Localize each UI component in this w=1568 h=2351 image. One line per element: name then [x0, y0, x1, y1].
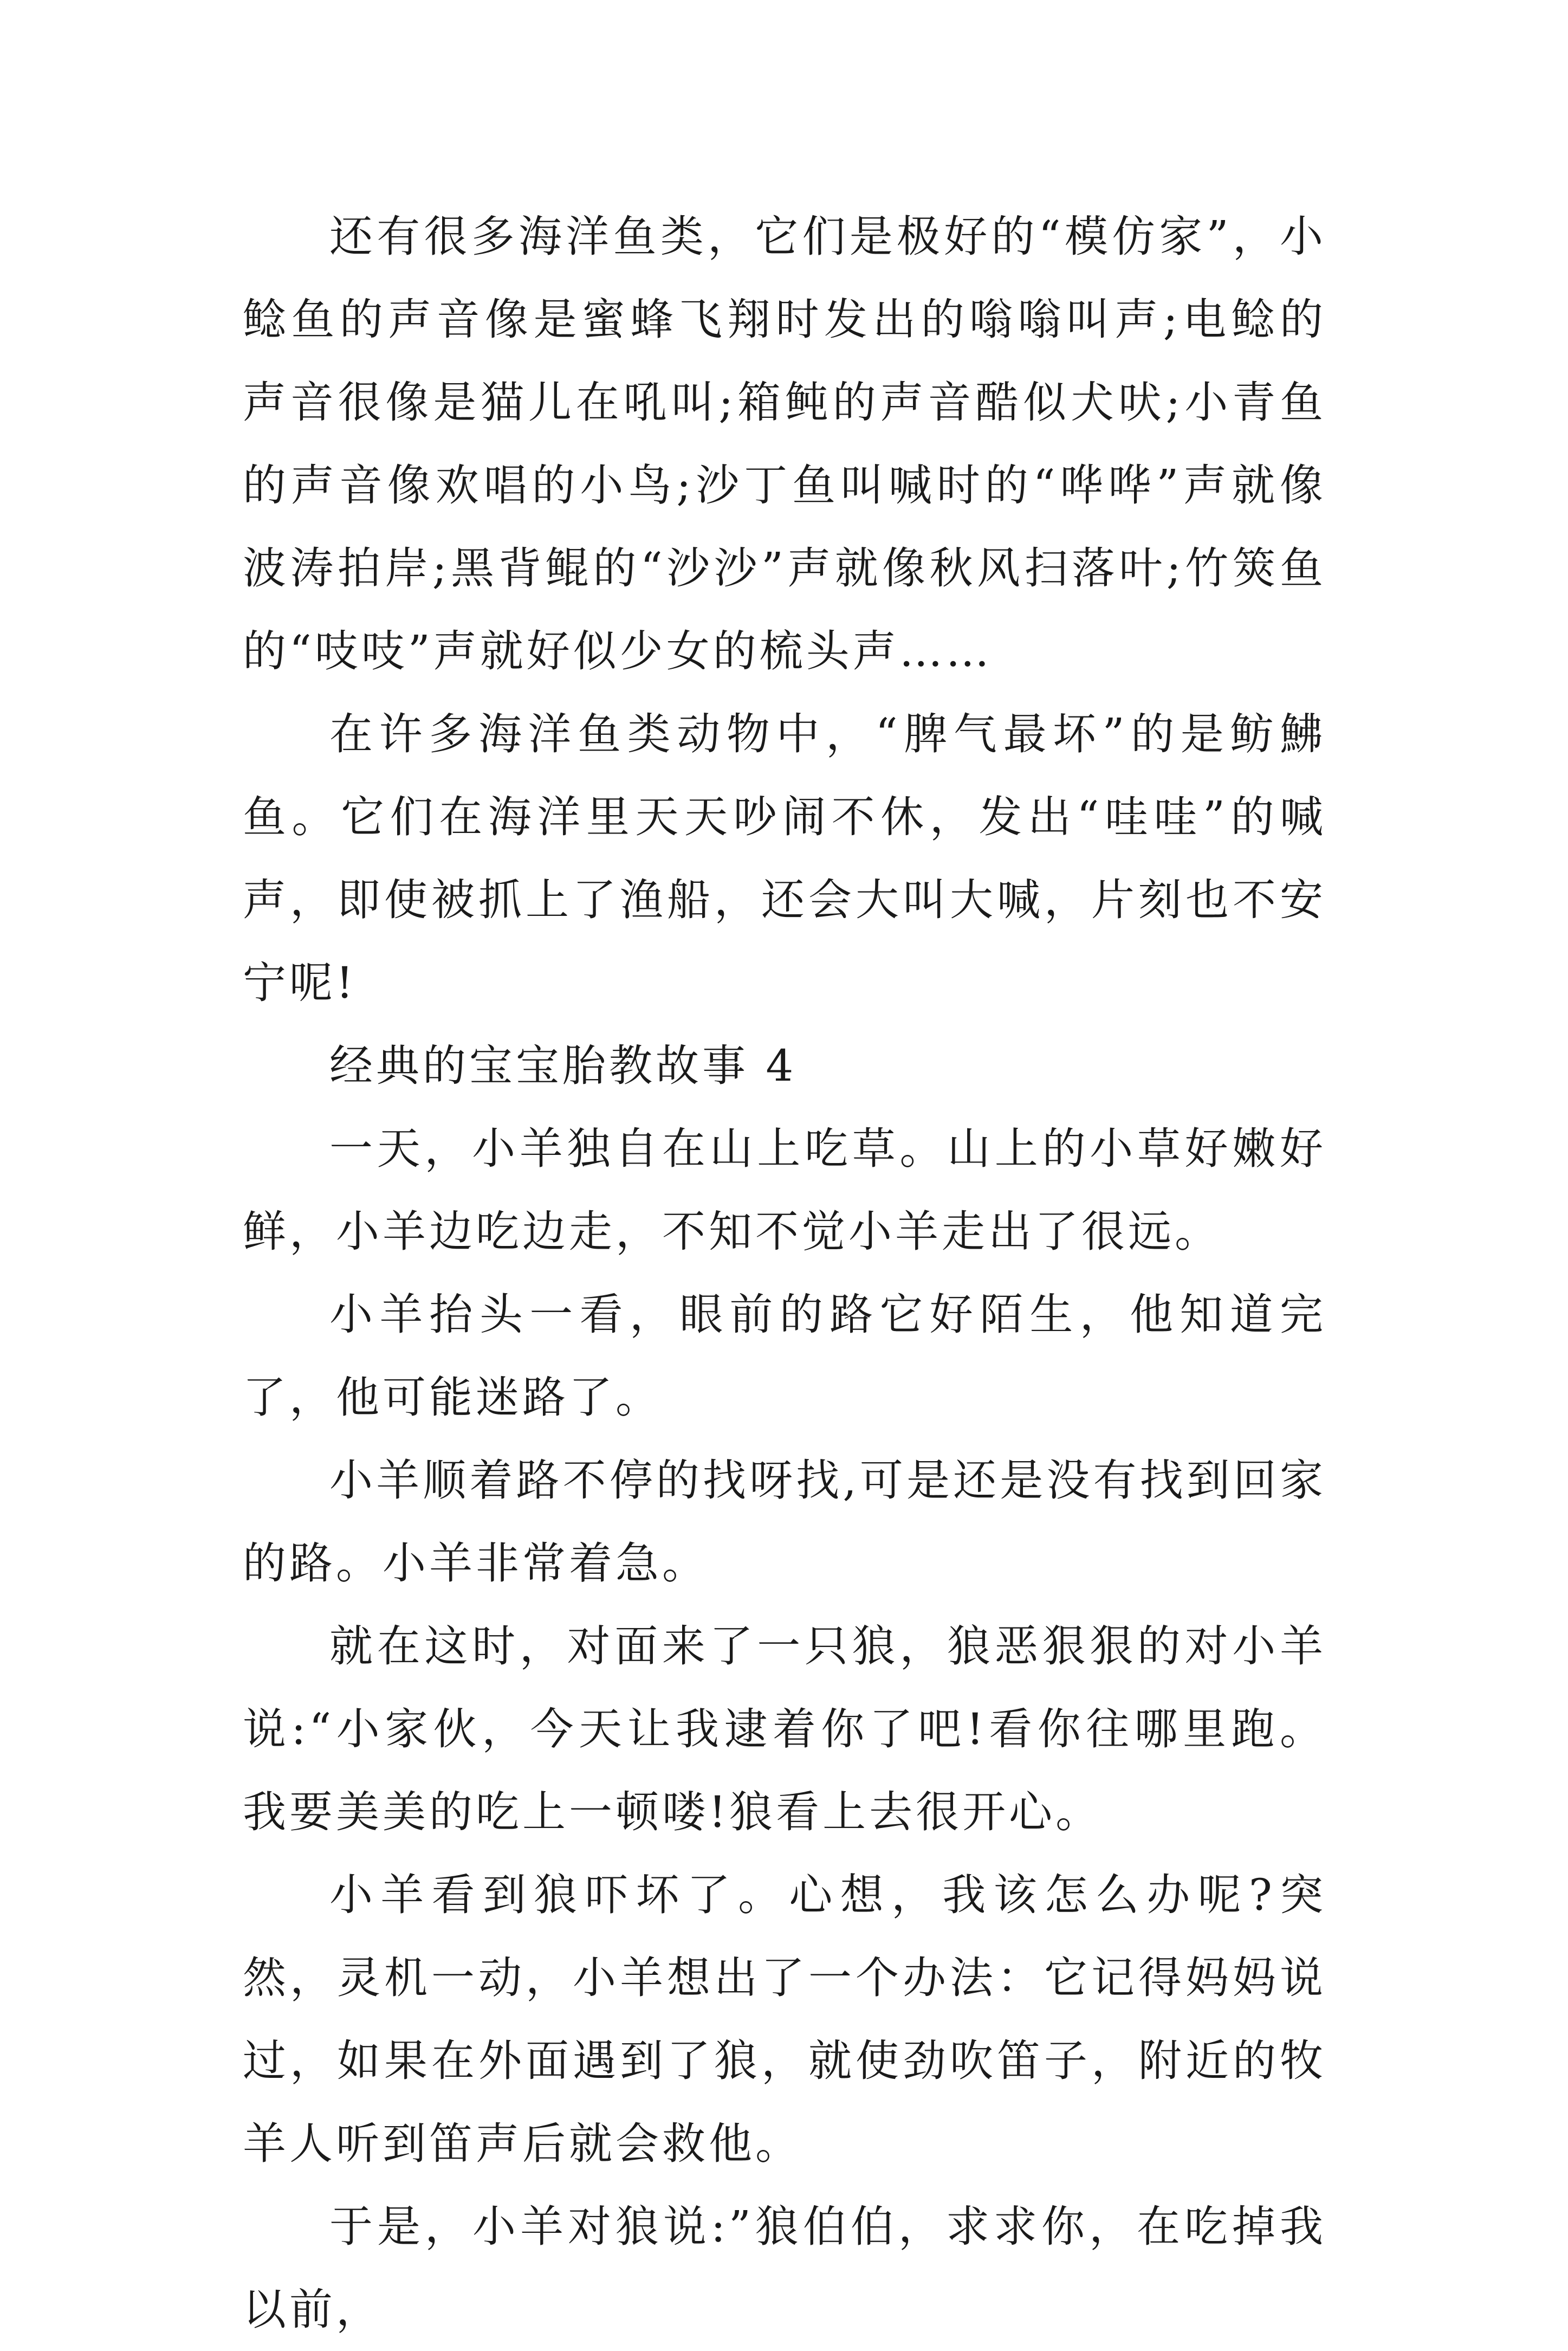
paragraph-lamb-eating: 一天，小羊独自在山上吃草。山上的小草好嫩好鲜，小羊边吃边走，不知不觉小羊走出了很远。 — [243, 1123, 1326, 1257]
paragraph-wolf-appears: 就在这时，对面来了一只狼，狼恶狠狠的对小羊说:“小家伙，今天让我逮着你了吧!看你往哪里跑。我要美美的吃上一顿喽!狼看上去很开心。 — [243, 1621, 1326, 1837]
paragraph-lamb-lost: 小羊抬头一看，眼前的路它好陌生，他知道完了，他可能迷路了。 — [243, 1289, 1326, 1423]
paragraph-lamb-idea: 小羊看到狼吓坏了。心想，我该怎么办呢?突然，灵机一动，小羊想出了一个办法：它记得妈妈说过，如果在外面遇到了狼，就使劲吹笛子，附近的牧羊人听到笛声后就会救他。 — [243, 1870, 1326, 2169]
document-body — [243, 195, 1326, 2351]
paragraph-lamb-pleads: 于是，小羊对狼说:”狼伯伯，求求你，在吃掉我以前， — [243, 2201, 1326, 2335]
paragraph-fish-mimics: 还有很多海洋鱼类，它们是极好的“模仿家”，小鲶鱼的声音像是蜜蜂飞翔时发出的嗡嗡叫声;电鲶的声音很像是猫儿在吼叫;箱鲀的声音酷似犬吠;小青鱼的声音像欢唱的小鸟;沙丁鱼叫喊时的“哗哗”声就像波涛拍岸;黑背鲲的“沙沙”声就像秋风扫落叶;竹筴鱼的“吱吱”声就好似少女的梳头声…… — [243, 211, 1326, 676]
paragraph-bad-temper-fish: 在许多海洋鱼类动物中，“脾气最坏”的是鲂鮄鱼。它们在海洋里天天吵闹不休，发出“哇哇”的喊声，即使被抓上了渔船，还会大叫大喊，片刻也不安宁呢! — [243, 709, 1326, 1008]
section-heading: 经典的宝宝胎教故事 4 — [329, 1041, 797, 1091]
paragraph-lamb-searching: 小羊顺着路不停的找呀找,可是还是没有找到回家的路。小羊非常着急。 — [243, 1455, 1326, 1588]
